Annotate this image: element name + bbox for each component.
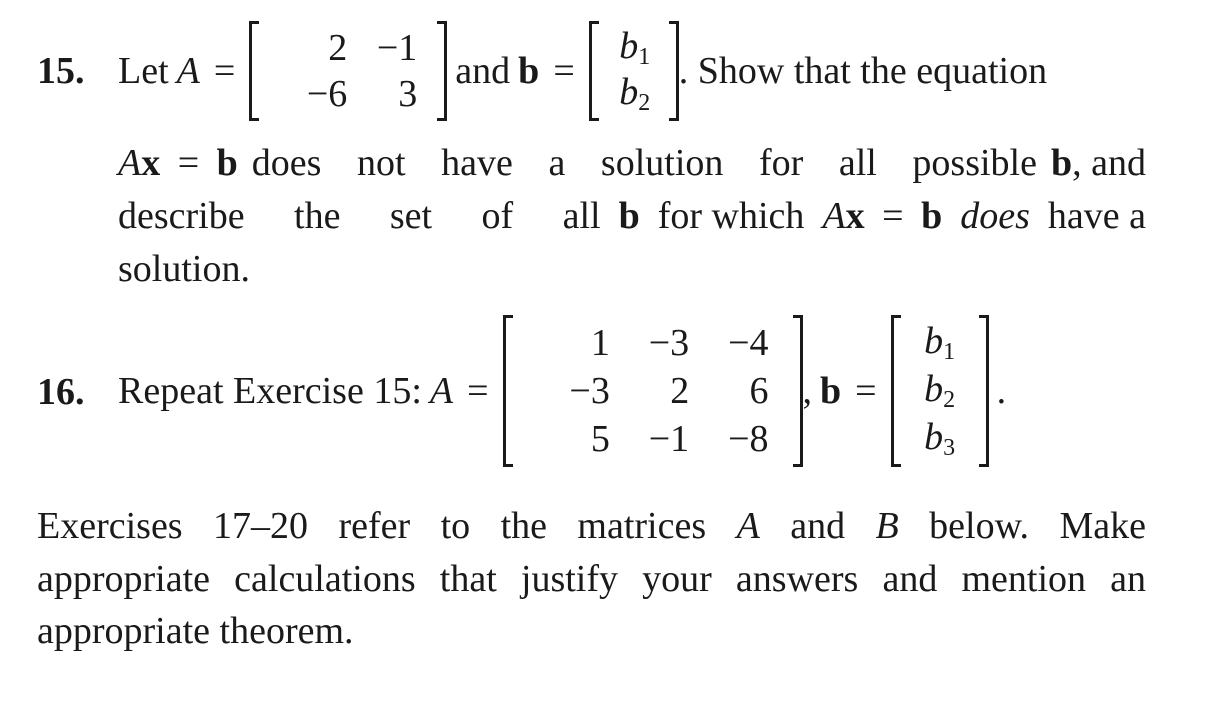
matrix-a-symbol-3: A [736,505,760,547]
equals-symbol-2: = [882,195,904,237]
vector-entry-2: $b_2$ [924,368,956,413]
vector-entry-2: $b_2$ [619,71,651,116]
exercise-15-line-1 [118,18,1047,124]
matrix-cell-r2c1: −3 [569,370,610,412]
vector-b-symbol-2: b [1050,142,1073,184]
matrix-a-symbol-2: A [822,195,846,237]
below-word: below. [929,505,1030,547]
vector-b-symbol-4: b [921,195,943,237]
and-word: and [790,505,846,547]
left-bracket [589,21,599,121]
let-text: Let [118,50,169,92]
matrix-cell-r3c1: 5 [590,418,610,460]
matrix-a-label-16: A [429,370,454,412]
matrix-cell-r3c3: −8 [728,418,769,460]
equals-sign-16-2: = [855,370,877,412]
and-text: and [455,50,511,92]
describe-set-text: describe the set of all [118,195,601,237]
equals-symbol: = [177,142,200,184]
exercise-16-matrix-a [503,315,803,467]
period-end: . [996,370,1007,412]
matrix-a-label: A [176,50,200,92]
vector-entry-3: $b_3$ [924,416,956,461]
exercise-15-line-2 [118,144,1146,182]
exercise-15-line-4: solution. [118,248,250,290]
intro-17-20-line-1 [37,507,1146,545]
right-bracket [437,21,447,121]
vector-x-symbol-2: x [845,195,865,237]
for-which-text: for which [657,195,805,237]
vector-entry-1: $b_1$ [619,25,651,70]
left-bracket [503,315,513,467]
matrix-cell-r2c3: 6 [749,370,769,412]
equals-sign: = [213,50,236,92]
comma-separator: , [802,370,813,412]
right-bracket [979,315,989,467]
the-word: the [500,505,547,547]
left-bracket [891,315,901,467]
vector-entry-1: $b_1$ [924,320,956,365]
matrix-cell-r1c2: −3 [648,322,690,364]
does-emphasis-text: does [960,195,1030,237]
matrix-a-symbol: A [118,142,142,184]
intro-17-20-line-2: appropriate calculations that justify your answers and mention an [37,558,1146,600]
equals-sign-2: = [553,50,575,92]
matrix-cell-r1c2: −1 [376,27,418,69]
and-tail-text: , and [1072,142,1146,184]
matrix-cell-r2c2: 2 [670,370,690,412]
range-17-20: 17–20 [213,505,309,547]
show-that-text: . Show that the equation [678,50,1048,92]
intro-17-20-line-3: appropriate theorem. [37,610,354,652]
matrix-cell-r2c1: −6 [306,73,348,115]
repeat-exercise-text: Repeat Exercise 15: [118,370,422,412]
matrix-cell-r2c2: 3 [398,73,418,115]
exercises-word: Exercises [37,505,183,547]
vector-b-label: b [518,50,540,92]
to-word: to [440,505,471,547]
exercise-16-number: 16. [37,371,85,413]
matrix-cell-r1c1: 1 [590,322,610,364]
matrix-cell-r3c2: −1 [648,418,690,460]
exercise-15-vector-b [589,21,679,121]
refer-word: refer [338,505,411,547]
vector-b-symbol-3: b [618,195,640,237]
matrix-cell-r1c3: −4 [728,322,769,364]
exercise-15-line-3 [118,197,1146,235]
make-word: Make [1059,505,1146,547]
exercise-15-number: 15. [37,50,85,92]
vector-x-symbol: x [141,142,161,184]
equals-sign-16: = [467,370,489,412]
vector-b-label-16: b [820,370,842,412]
have-a-text: have a [1047,195,1146,237]
matrix-cell-r1c1: 2 [328,27,348,69]
matrices-word: matrices [577,505,707,547]
right-bracket [669,21,679,121]
vector-b-symbol: b [216,142,238,184]
does-not-have-solution-text: does not have a solution for all possible [251,142,1037,184]
matrix-b-symbol: B [875,505,899,547]
right-bracket [793,315,803,467]
exercise-16-vector-b [891,315,989,467]
exercise-16-line [118,312,1006,470]
left-bracket [249,21,259,121]
exercise-15-matrix-a [249,21,447,121]
